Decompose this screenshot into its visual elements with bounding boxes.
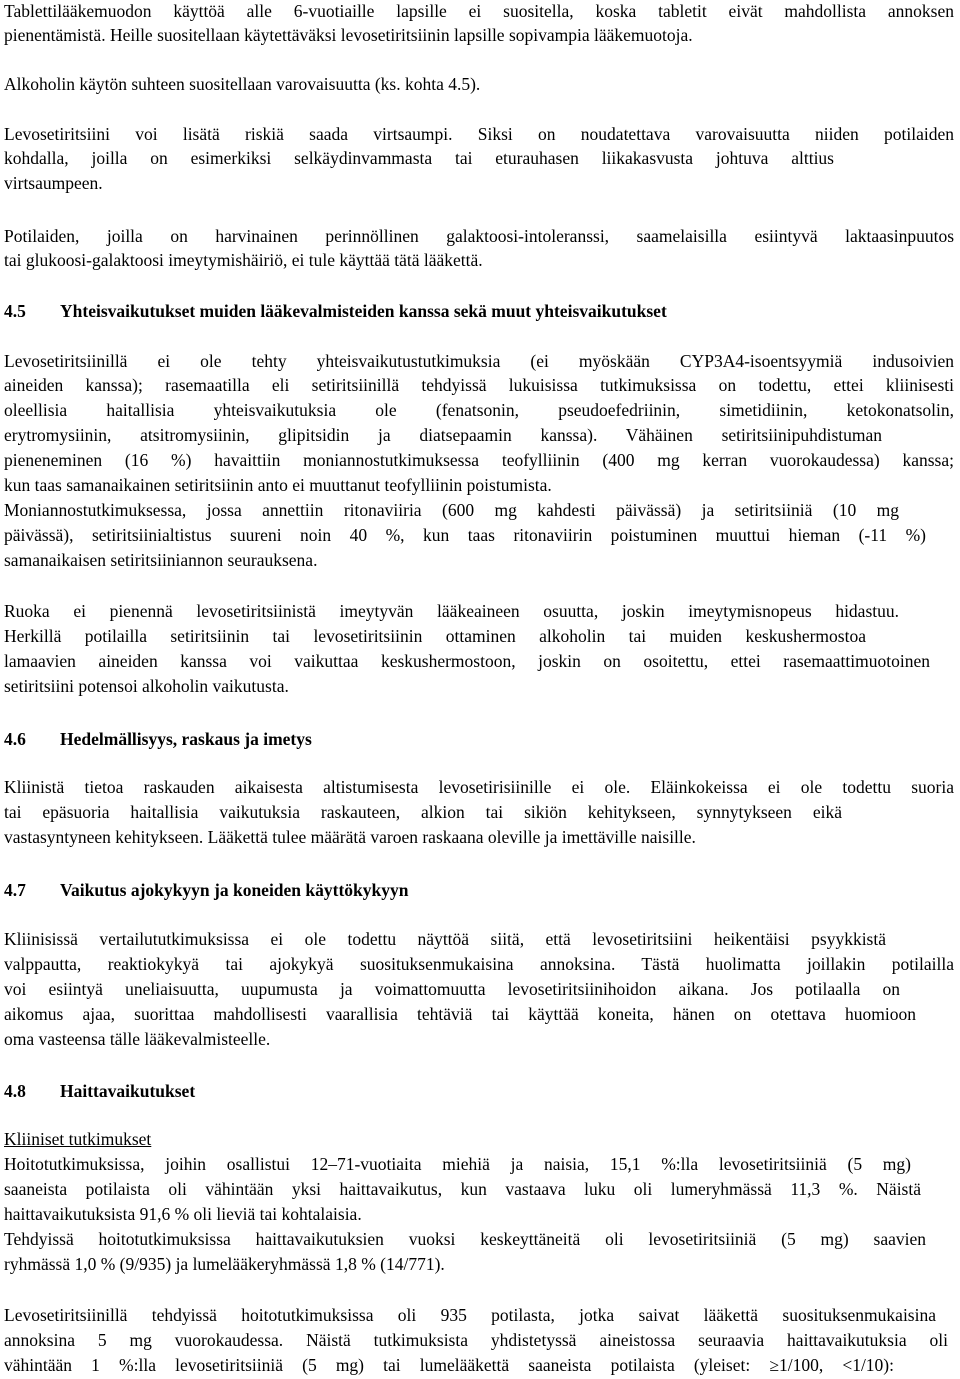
paragraph-line: ryhmässä 1,0 % (9/935) ja lumelääkeryhmässä 1,8 % (14/771).: [4, 1254, 445, 1274]
paragraph-line: oleellisia haitallisia yhteisvaikutuksia ole (fenatsonin, pseudoefedriinin, simetidiinin, ketokonatsolin,: [4, 400, 954, 420]
paragraph-line: pienentämistä. Heille suositellaan käytettäväksi levosetiritsiinin lapsille sopivampia lääkemuotoja.: [4, 25, 693, 45]
subheading-clinical-studies: Kliiniset tutkimukset: [4, 1129, 152, 1149]
paragraph-line: haittavaikutuksista 91,6 % oli lieviä tai kohtalaisia.: [4, 1204, 362, 1224]
paragraph-line: tai epäsuoria haitallisia vaikutuksia raskauteen, alkion tai sikiön kehitykseen, synnytykseen eikä: [4, 802, 842, 822]
section-number: 4.5: [4, 301, 26, 321]
paragraph-line: Levosetiritsiinillä tehdyissä hoitotutkimuksissa oli 935 potilasta, jotka saivat lääkettä suosituksenmukaisina: [4, 1305, 936, 1325]
paragraph-line: Ruoka ei pienennä levosetiritsiinistä imeytyvän lääkeaineen osuutta, joskin imeytymisnopeus hidastuu.: [4, 601, 899, 621]
section-heading-4-8: [4, 1080, 954, 1102]
paragraph-line: Tablettilääkemuodon käyttöä alle 6-vuotiaille lapsille ei suositella, koska tabletit eivät mahdollista annoksen: [4, 1, 954, 21]
paragraph-line: oma vasteensa tälle lääkevalmisteelle.: [4, 1029, 271, 1049]
paragraph-line: Levosetiritsiinillä ei ole tehty yhteisvaikutustutkimuksia (ei myöskään CYP3A4-isoentsyymiä indusoivien: [4, 351, 954, 371]
paragraph-line: Levosetiritsiini voi lisätä riskiä saada virtsaumpi. Siksi on noudatettava varovaisuutta niiden potilaiden: [4, 124, 954, 144]
paragraph-line: virtsaumpeen.: [4, 173, 103, 193]
paragraph-line: Hoitotutkimuksissa, joihin osallistui 12–71-vuotiaita miehiä ja naisia, 15,1 %:lla levosetiritsiiniä (5 mg): [4, 1154, 911, 1174]
paragraph-line: voi esiintyä uneliaisuutta, uupumusta ja voimattomuutta levosetiritsiinihoidon aikana. Jos potilaalla on: [4, 979, 900, 999]
section-heading-4-7: [4, 879, 954, 901]
paragraph-line: saaneista potilaista oli vähintään yksi haittavaikutus, kun vastaava luku oli lumeryhmässä 11,3 %. Näistä: [4, 1179, 921, 1199]
paragraph-line: Moniannostutkimuksessa, jossa annettiin ritonaviiria (600 mg kahdesti päivässä) ja setiritsiiniä (10 mg: [4, 500, 899, 520]
paragraph-line: kun taas samanaikainen setiritsiinin anto ei muuttanut teofylliinin poistumista.: [4, 475, 552, 495]
section-number: 4.8: [4, 1081, 26, 1101]
paragraph-line: tai glukoosi-galaktoosi imeytymishäiriö, ei tule käyttää tätä lääkettä.: [4, 250, 483, 270]
section-number: 4.7: [4, 880, 26, 900]
paragraph-line: pieneneminen (16 %) havaittiin moniannostutkimuksessa teofylliinin (400 mg kerran vuorokaudessa) kanssa;: [4, 450, 954, 470]
paragraph-line: erytromysiinin, atsitromysiinin, glipitsidin ja diatsepaamin kanssa). Vähäinen setiritsiinipuhdistuman: [4, 425, 882, 445]
section-heading-4-5: [4, 300, 954, 322]
paragraph-line: Kliinistä tietoa raskauden aikaisesta altistumisesta levosetirisiinille ei ole. Eläinkokeissa ei ole todettu suoria: [4, 777, 954, 797]
section-number: 4.6: [4, 729, 26, 749]
section-heading-4-6: [4, 728, 954, 750]
paragraph-line: Herkillä potilailla setiritsiinin tai levosetiritsiinin ottaminen alkoholin tai muiden keskushermostoa: [4, 626, 866, 646]
paragraph-line: annoksina 5 mg vuorokaudessa. Näistä tutkimuksista yhdistetyssä aineistossa seuraavia haittavaikutuksia oli: [4, 1330, 948, 1350]
paragraph-line: Kliinisissä vertailututkimuksissa ei ole todettu näyttöä siitä, että levosetiritsiini heikentäisi psyykkistä: [4, 929, 886, 949]
paragraph-line: samanaikaisen setiritsiiniannon seurauksena.: [4, 550, 318, 570]
paragraph-line: valppautta, reaktiokykyä tai ajokykyä suosituksenmukaisina annoksina. Tästä huolimatta joillakin potilailla: [4, 954, 954, 974]
paragraph-line: Tehdyissä hoitotutkimuksissa haittavaikutuksien vuoksi keskeyttäneitä oli levosetiritsiiniä (5 mg) saavien: [4, 1229, 926, 1249]
section-title: Haittavaikutukset: [60, 1081, 196, 1101]
paragraph-line: aineiden kanssa); rasemaatilla eli setiritsiinillä tehdyissä lukuisissa tutkimuksissa on todettu, ettei kliinisesti: [4, 375, 954, 395]
paragraph-line: vastasyntyneen kehitykseen. Lääkettä tulee määrätä varoen raskaana oleville ja imettäville naisille.: [4, 827, 696, 847]
paragraph-line: aikomus ajaa, suorittaa mahdollisesti vaarallisia tehtäviä tai käyttää koneita, hänen on otettava huomioon: [4, 1004, 916, 1024]
section-title: Vaikutus ajokykyyn ja koneiden käyttökykyyn: [60, 880, 409, 900]
paragraph-line: kohdalla, joilla on esimerkiksi selkäydinvammasta tai eturauhasen liikakasvusta johtuva alttius: [4, 148, 834, 168]
paragraph-line: Potilaiden, joilla on harvinainen perinnöllinen galaktoosi-intoleranssi, saamelaisilla esiintyvä laktaasinpuutos: [4, 226, 954, 246]
paragraph-line: lamaavien aineiden kanssa voi vaikuttaa keskushermostoon, joskin on osoitettu, ettei rasemaattimuotoinen: [4, 651, 930, 671]
paragraph-line: päivässä), setiritsiinialtistus suureni noin 40 %, kun taas ritonaviirin poistuminen muuttui hieman (-11 %): [4, 525, 926, 545]
paragraph-line: setiritsiini potensoi alkoholin vaikutusta.: [4, 676, 289, 696]
paragraph-line: Alkoholin käytön suhteen suositellaan varovaisuutta (ks. kohta 4.5).: [4, 74, 481, 94]
section-title: Yhteisvaikutukset muiden lääkevalmisteiden kanssa sekä muut yhteisvaikutukset: [60, 301, 667, 321]
paragraph-line: vähintään 1 %:lla levosetiritsiiniä (5 mg) tai lumelääkettä saaneista potilaista (yleiset: ≥1/100, <1/10):: [4, 1355, 894, 1375]
section-title: Hedelmällisyys, raskaus ja imetys: [60, 729, 312, 749]
